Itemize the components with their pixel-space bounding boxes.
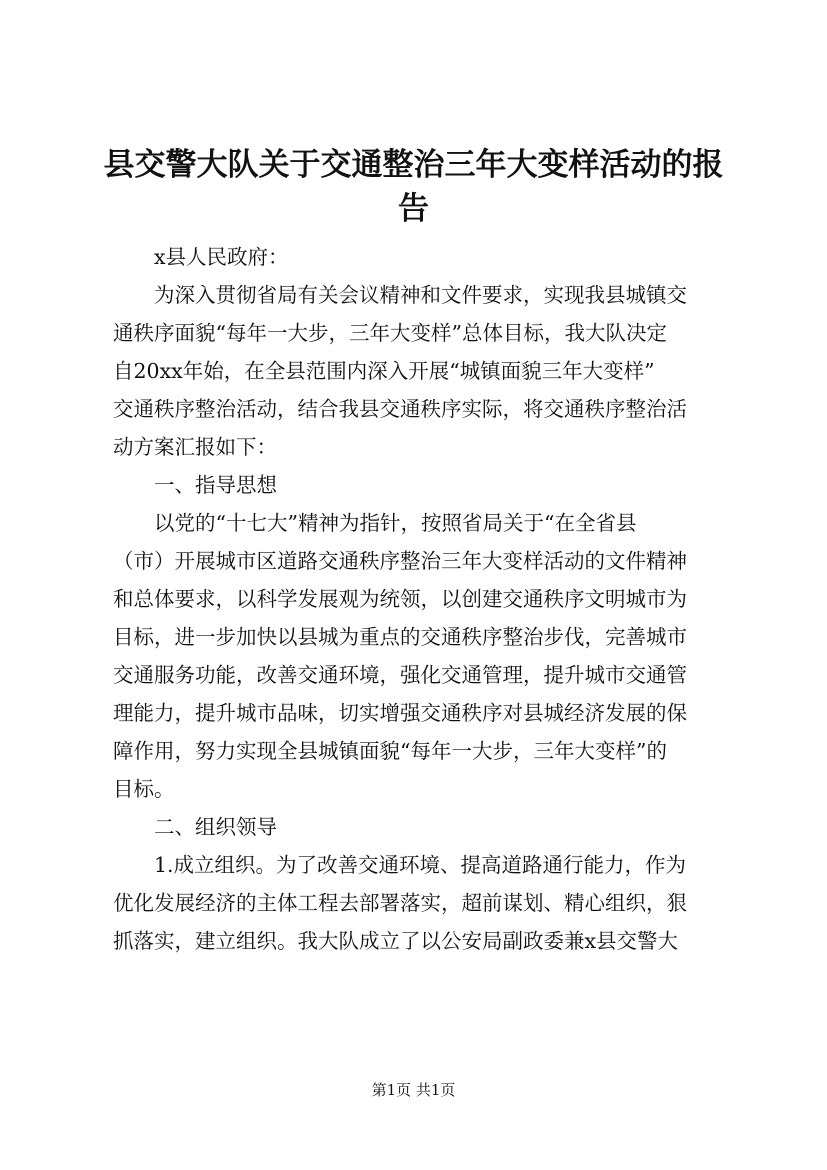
document-title: 县交警大队关于交通整治三年大变样活动的报告 (103, 147, 724, 227)
body-line: 目标，进一步加快以县城为重点的交通秩序整治步伐，完善城市 (113, 625, 687, 649)
body-line: 交通秩序整治活动，结合我县交通秩序实际，将交通秩序整治活 (113, 397, 687, 421)
section-heading: 一、指导思想 (154, 473, 277, 497)
body-line: 通秩序面貌“每年一大步，三年大变样”总体目标，我大队决定 (113, 321, 667, 345)
body-line: 理能力，提升城市品味，切实增强交通秩序对县城经济发展的保 (113, 701, 687, 725)
page-footer: 第1页 共1页 (371, 1081, 456, 1099)
body-line: 抓落实，建立组织。我大队成立了以公安局副政委兼x县交警大 (113, 929, 679, 953)
body-line: 以党的“十七大”精神为指针，按照省局关于“在全省县 (154, 511, 637, 535)
section-heading: 二、组织领导 (154, 815, 277, 839)
body-line: 优化发展经济的主体工程去部署落实，超前谋划、精心组织，狠 (113, 891, 687, 915)
body-line: 自20xx年始，在全县范围内深入开展“城镇面貌三年大变样” (113, 359, 655, 383)
body-line: 障作用，努力实现全县城镇面貌“每年一大步，三年大变样”的 (113, 739, 667, 763)
body-line: 为深入贯彻省局有关会议精神和文件要求，实现我县城镇交 (154, 283, 687, 307)
body-line: 交通服务功能，改善交通环境，强化交通管理，提升城市交通管 (113, 663, 687, 687)
body-line: （市）开展城市区道路交通秩序整治三年大变样活动的文件精神 (113, 549, 687, 573)
body-line: x县人民政府： (154, 245, 289, 269)
body-line: 目标。 (113, 777, 175, 801)
document-body (113, 238, 725, 960)
body-line: 和总体要求，以科学发展观为统领，以创建交通秩序文明城市为 (113, 587, 687, 611)
body-line: 1.成立组织。为了改善交通环境、提高道路通行能力，作为 (154, 853, 687, 877)
body-line: 动方案汇报如下： (113, 435, 277, 459)
